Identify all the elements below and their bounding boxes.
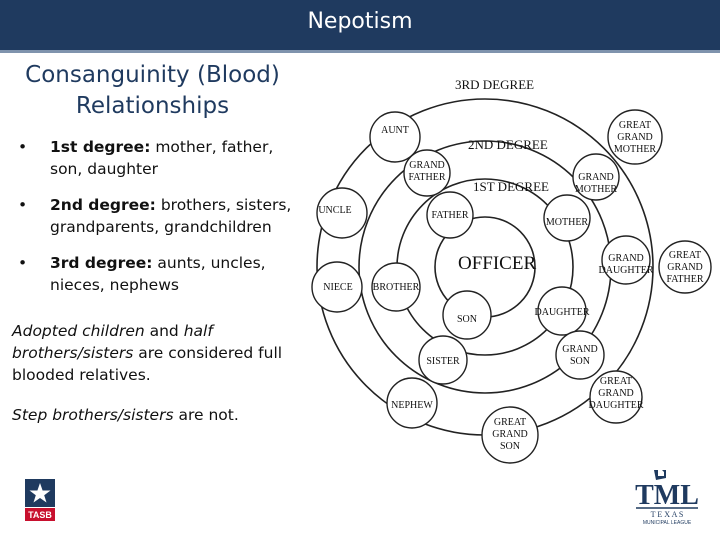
- tml-logo-small: MUNICIPAL LEAGUE: [642, 520, 692, 526]
- node-label: DAUGHTER: [588, 400, 644, 411]
- header-bar: [0, 0, 720, 50]
- node-grandson: [556, 331, 604, 379]
- degree-text: mother, father, son, daughter: [50, 138, 274, 178]
- degree-text: aunts, uncles, nieces, nephews: [50, 254, 266, 294]
- node-label: GRAND: [562, 344, 598, 355]
- node-label: AUNT: [381, 125, 409, 136]
- ring-label-second: 2ND DEGREE: [468, 137, 548, 152]
- header-title: Nepotism: [307, 9, 413, 34]
- node-label: FATHER: [408, 172, 446, 183]
- tml-logo-text: TML: [635, 480, 699, 511]
- tasb-logo-text: TASB: [28, 510, 52, 520]
- note-text: and: [144, 322, 184, 340]
- note-text: are not.: [173, 406, 239, 424]
- node-label: SISTER: [426, 356, 460, 367]
- header-divider: [0, 50, 720, 53]
- node-label: SON: [499, 441, 521, 452]
- node-label: MOTHER: [613, 144, 657, 155]
- ring-label-first: 1ST DEGREE: [473, 179, 549, 194]
- note-emphasis: half brothers/sisters: [12, 322, 213, 362]
- slide-title: Consanguinity (Blood) Relationships: [25, 62, 280, 119]
- step-note: [12, 404, 292, 426]
- texas-shape-icon: [654, 470, 666, 480]
- list-item: [18, 194, 298, 238]
- node-label: GRAND: [578, 172, 614, 183]
- node-label: MOTHER: [574, 184, 618, 195]
- node-label: GREAT: [599, 376, 633, 387]
- degree-term: 2nd degree:: [50, 196, 156, 214]
- node-label: NEPHEW: [391, 400, 433, 411]
- note-emphasis: Step brothers/sisters: [12, 406, 174, 424]
- adopted-note: [12, 320, 292, 386]
- tasb-logo: [24, 478, 56, 522]
- note-text: are considered full blooded relatives.: [12, 344, 283, 384]
- consanguinity-diagram: [300, 55, 720, 485]
- node-label: GRAND: [608, 253, 644, 264]
- node-label: NIECE: [323, 282, 353, 293]
- bullet-icon: •: [18, 196, 28, 214]
- node-label: DAUGHTER: [598, 265, 654, 276]
- node-label: GRAND: [492, 429, 528, 440]
- node-label: GRAND: [667, 262, 703, 273]
- node-label: BROTHER: [372, 282, 420, 293]
- node-label: GREAT: [668, 250, 702, 261]
- degree-term: 1st degree:: [50, 138, 151, 156]
- tml-logo-subtext: T E X A S: [650, 510, 684, 519]
- bullet-icon: •: [18, 138, 28, 156]
- tml-logo: [632, 468, 702, 526]
- ring-label-third: 3RD DEGREE: [455, 77, 535, 92]
- node-label: FATHER: [431, 210, 469, 221]
- node-label: FATHER: [666, 274, 704, 285]
- bullet-icon: •: [18, 254, 28, 272]
- degree-term: 3rd degree:: [50, 254, 153, 272]
- note-emphasis: Adopted children: [12, 322, 145, 340]
- node-label: UNCLE: [318, 205, 352, 216]
- node-label: MOTHER: [545, 217, 589, 228]
- officer-label: OFFICER: [458, 253, 537, 274]
- node-label: GREAT: [618, 120, 652, 131]
- degree-text: brothers, sisters, grandparents, grandchildren: [50, 196, 292, 236]
- list-item: [18, 136, 298, 180]
- node-label: SON: [569, 356, 591, 367]
- node-label: GRAND: [617, 132, 653, 143]
- list-item: [18, 252, 298, 296]
- node-label: GRAND: [598, 388, 634, 399]
- node-label: GREAT: [493, 417, 527, 428]
- node-label: DAUGHTER: [534, 307, 590, 318]
- node-label: SON: [456, 314, 478, 325]
- node-label: GRAND: [409, 160, 445, 171]
- degree-list: [18, 136, 298, 310]
